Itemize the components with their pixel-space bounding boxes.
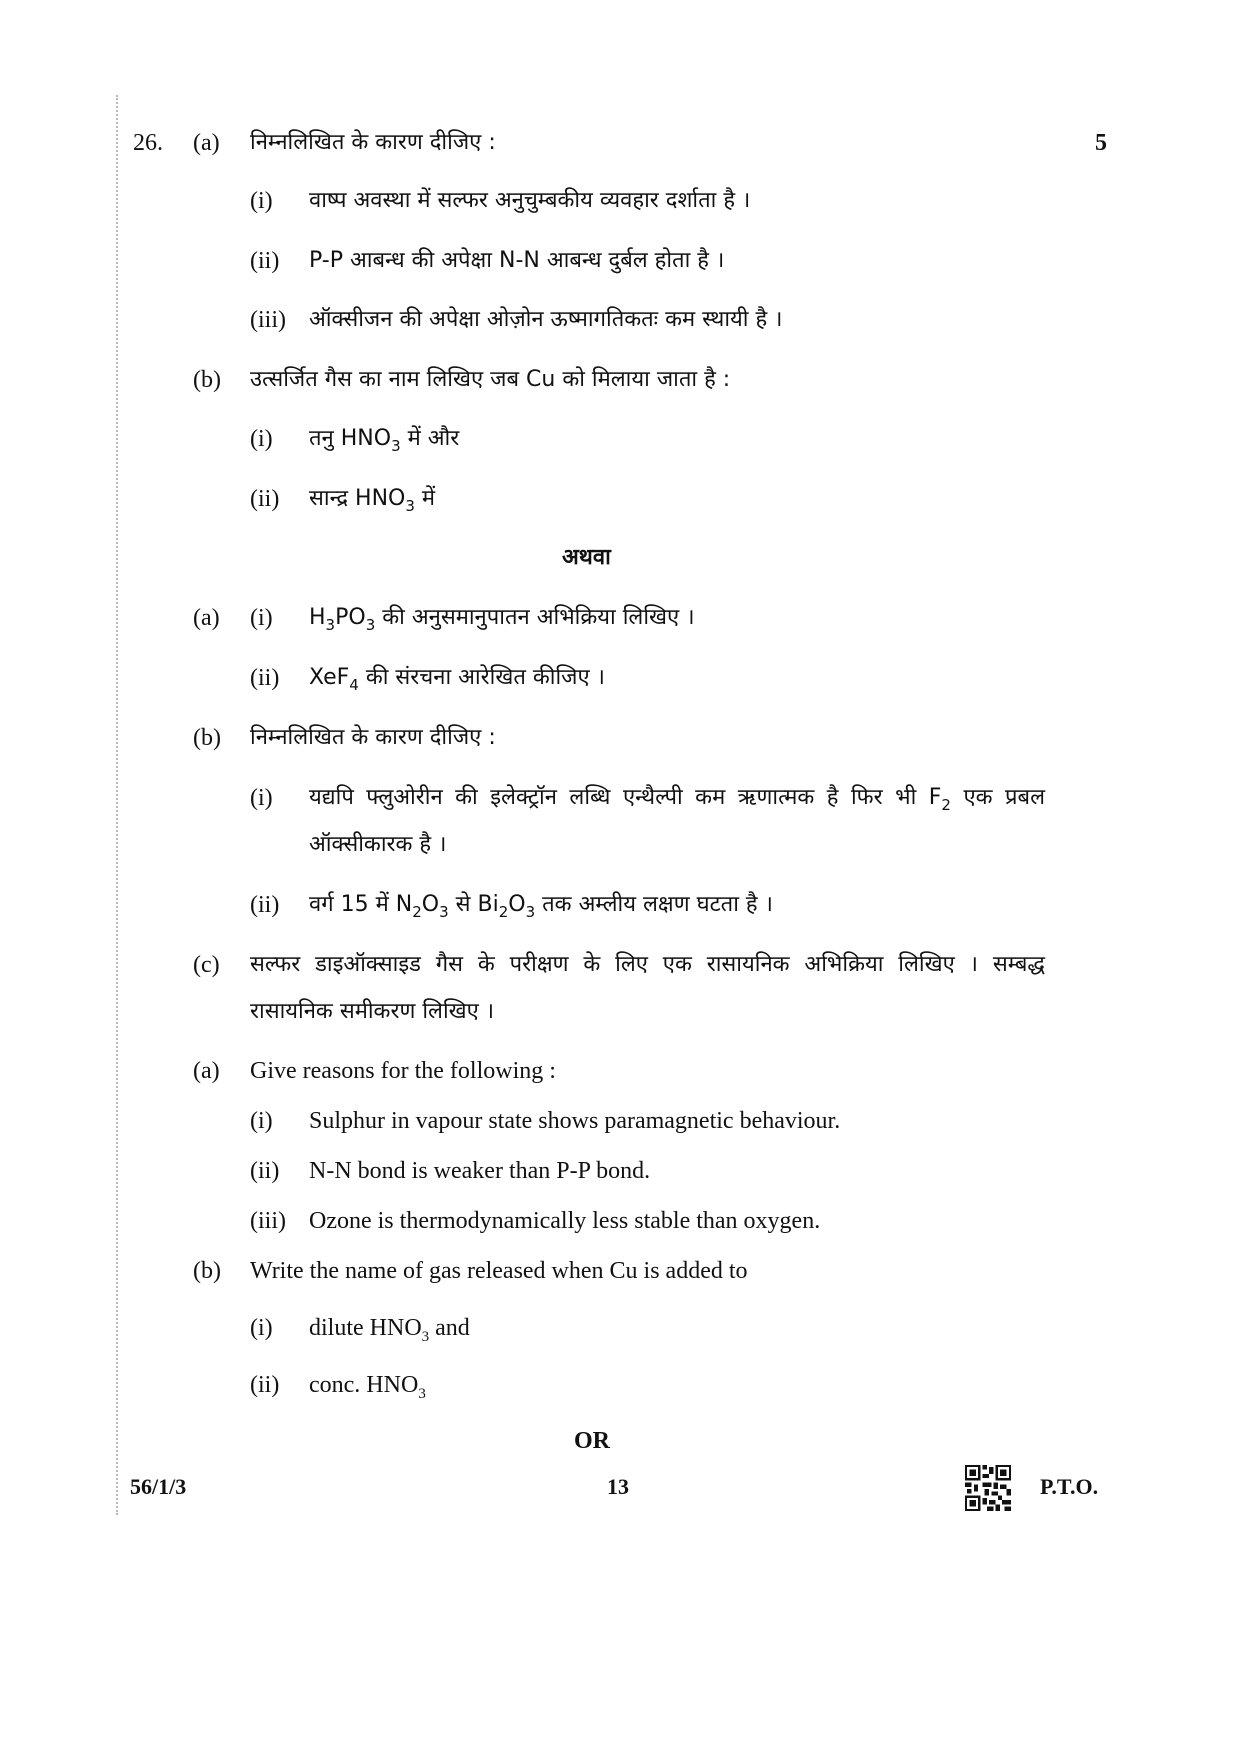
hi-a-item-num: (i): [250, 188, 273, 214]
alt-b-ii-text: वर्ग 15 में $N_2O_3$ से $Bi_2O_3$ तक अम्लीय लक्षण घटता है ।: [309, 892, 773, 921]
alt-part-a-label: (a): [193, 605, 220, 631]
question-number: 26.: [133, 130, 163, 156]
alt-b-i-num: (i): [250, 785, 273, 811]
hi-a-item-text: P-P आबन्ध की अपेक्षा N-N आबन्ध दुर्बल होता है ।: [309, 248, 725, 273]
hi-b-item-text: तनु $HNO_3$ में और: [309, 426, 460, 455]
hi-a-item-num: (ii): [250, 248, 280, 274]
footer-code: 56/1/3: [130, 1474, 187, 1499]
en-b-item-num: (ii): [250, 1372, 280, 1398]
marks: 5: [1095, 130, 1107, 156]
alt-a-ii-num: (ii): [250, 665, 280, 691]
alt-part-b-stem: निम्नलिखित के कारण दीजिए :: [250, 725, 496, 750]
alt-part-b-label: (b): [193, 725, 221, 751]
en-b-item-text: conc. $HNO_3$: [309, 1372, 426, 1402]
alt-a-ii-text: XeF$_4$ की संरचना आरेखित कीजिए ।: [309, 665, 605, 694]
alt-a-i-text: $H_3PO_3$ की अनुसमानुपातन अभिक्रिया लिखिए ।: [309, 605, 695, 634]
alt-c-line2: रासायनिक समीकरण लिखिए ।: [250, 999, 495, 1024]
hi-b-item-text: सान्द्र $HNO_3$ में: [309, 486, 436, 515]
hi-part-b-label: (b): [193, 367, 221, 393]
alt-b-i-line1: यद्यपि फ्लुओरीन की इलेक्ट्रॉन लब्धि एन्थैल्पी कम ऋणात्मक है फिर भी $F_2$ एक प्रबल: [309, 785, 1045, 814]
en-a-item-text: Sulphur in vapour state shows paramagnetic behaviour.: [309, 1108, 841, 1134]
alt-part-c-label: (c): [193, 952, 220, 978]
footer-page-number: 13: [607, 1474, 629, 1499]
alt-b-i-line2: ऑक्सीकारक है ।: [309, 832, 447, 857]
en-a-item-text: Ozone is thermodynamically less stable than oxygen.: [309, 1208, 821, 1234]
hi-b-item-num: (ii): [250, 486, 280, 512]
en-b-item-text: dilute $HNO_3$ and: [309, 1315, 470, 1345]
en-or-divider: OR: [574, 1428, 610, 1454]
alt-b-ii-num: (ii): [250, 892, 280, 918]
en-part-a-label: (a): [193, 1058, 220, 1084]
hi-a-item-num: (iii): [250, 307, 286, 333]
hi-or-divider: अथवा: [562, 545, 611, 570]
qr-code-icon: [965, 1465, 1011, 1511]
alt-c-line1: सल्फर डाइऑक्साइड गैस के परीक्षण के लिए एक रासायनिक अभिक्रिया लिखिए । सम्बद्ध: [250, 952, 1045, 977]
en-part-a-stem: Give reasons for the following :: [250, 1058, 556, 1084]
hi-part-a-label: (a): [193, 130, 220, 156]
en-b-item-num: (i): [250, 1315, 273, 1341]
margin-dotted-line: [116, 95, 118, 1515]
en-part-b-label: (b): [193, 1258, 221, 1284]
hi-b-item-num: (i): [250, 426, 273, 452]
en-a-item-num: (ii): [250, 1158, 280, 1184]
en-a-item-num: (iii): [250, 1208, 286, 1234]
hi-part-b-stem: उत्सर्जित गैस का नाम लिखिए जब Cu को मिलाया जाता है :: [250, 367, 731, 392]
en-a-item-text: N-N bond is weaker than P-P bond.: [309, 1158, 651, 1184]
alt-a-i-num: (i): [250, 605, 273, 631]
hi-a-item-text: वाष्प अवस्था में सल्फर अनुचुम्बकीय व्यवहार दर्शाता है ।: [309, 188, 751, 213]
en-a-item-num: (i): [250, 1108, 273, 1134]
en-part-b-stem: Write the name of gas released when Cu is added to: [250, 1258, 748, 1284]
hi-a-item-text: ऑक्सीजन की अपेक्षा ओज़ोन ऊष्मागतिकतः कम स्थायी है ।: [309, 307, 783, 332]
footer-pto: P.T.O.: [1040, 1474, 1099, 1499]
hi-part-a-stem: निम्नलिखित के कारण दीजिए :: [250, 130, 496, 155]
